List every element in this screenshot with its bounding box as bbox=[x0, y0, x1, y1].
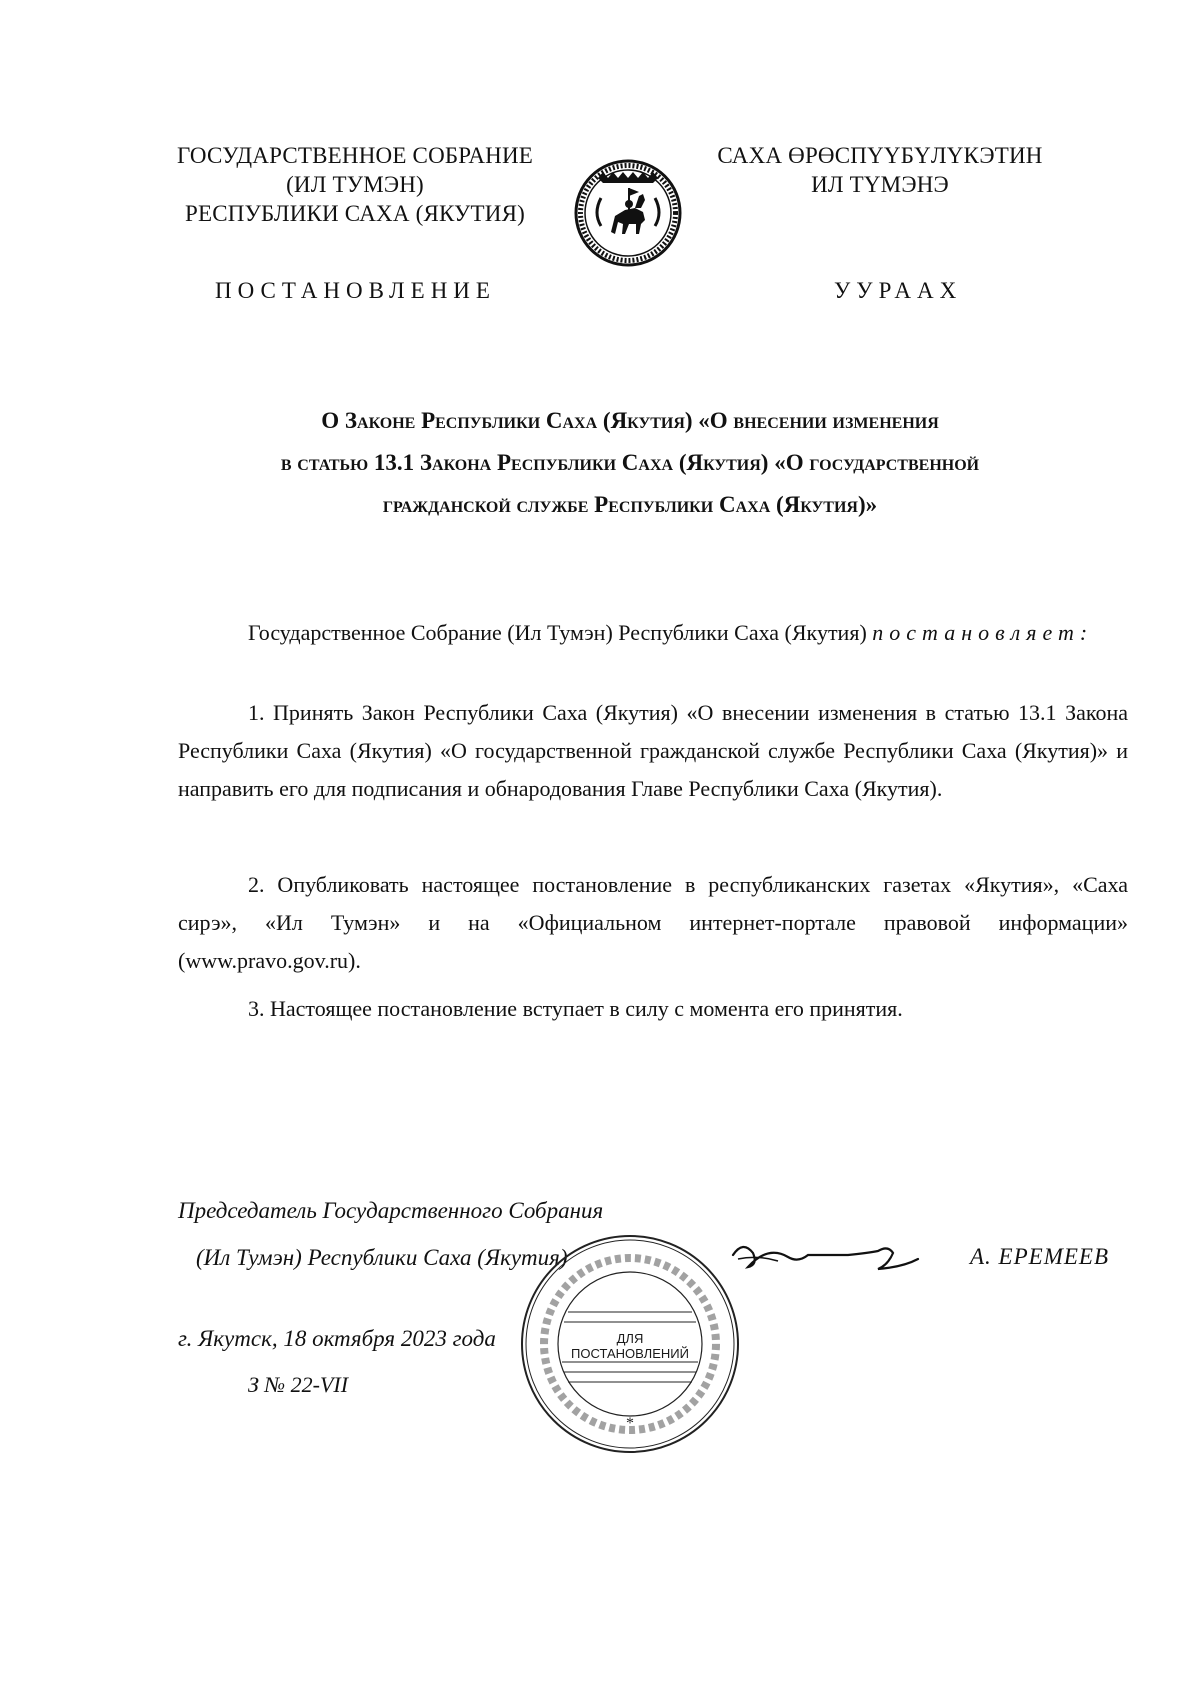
paragraph-1: 1. Принять Закон Республики Саха (Якутия) «О внесении изменения в статью 13.1 Закона Республики Саха (Якутия) «О государственной гражданской службе Республики Саха (Якутия)» и направить его для подписания и обнародования Главе Республики Саха (Якутия). bbox=[178, 700, 1128, 801]
intro-resolves: постановляет: bbox=[872, 620, 1094, 645]
header-left-russian bbox=[160, 141, 550, 228]
paragraph-2: 2. Опубликовать настоящее постановление в республиканских газетах «Якутия», «Саха сирэ», «Ил Тумэн» и на «Официальном интернет-портале правовой информации» (www.pravo.gov.ru). bbox=[178, 872, 1128, 973]
intro-text: Государственное Собрание (Ил Тумэн) Республики Саха (Якутия) bbox=[248, 620, 867, 645]
header-left-line: ГОСУДАРСТВЕННОЕ СОБРАНИЕ bbox=[176, 143, 534, 168]
paragraph-3: 3. Настоящее постановление вступает в силу с момента его принятия. bbox=[248, 996, 903, 1021]
signatory-title-line2: (Ил Тумэн) Республики Саха (Якутия) bbox=[196, 1245, 568, 1270]
stamp-line: ДЛЯ bbox=[616, 1331, 644, 1346]
signatory-title-line1: Председатель Государственного Собрания bbox=[178, 1198, 604, 1223]
title-line: О Законе Республики Саха (Якутия) «О внесении изменения bbox=[321, 408, 939, 433]
header-left-line: РЕСПУБЛИКИ САХА (ЯКУТИЯ) bbox=[184, 201, 526, 226]
svg-text:*: * bbox=[626, 1415, 634, 1432]
decree-label-sakha: УУРААХ bbox=[834, 278, 963, 303]
header-right-sakha bbox=[700, 141, 1060, 199]
decree-label-russian: ПОСТАНОВЛЕНИЕ bbox=[215, 278, 496, 303]
header-left-line: (ИЛ ТУМЭН) bbox=[286, 172, 424, 197]
title-line: в статью 13.1 Закона Республики Саха (Якутия) «О государственной bbox=[280, 450, 980, 475]
document-title bbox=[200, 400, 1060, 526]
place-and-date: г. Якутск, 18 октября 2023 года bbox=[178, 1326, 496, 1351]
stamp-line: ПОСТАНОВЛЕНИЙ bbox=[571, 1346, 689, 1361]
header-right-line: САХА ӨРӨСПҮҮБҮЛҮКЭТИН bbox=[717, 143, 1043, 168]
registration-number: З № 22-VII bbox=[248, 1372, 349, 1397]
signatory-name: А. ЕРЕМЕЕВ bbox=[970, 1244, 1110, 1269]
coat-of-arms-icon bbox=[573, 158, 683, 268]
handwritten-signature bbox=[728, 1225, 928, 1285]
intro-paragraph bbox=[178, 614, 1128, 652]
stamp-center-text bbox=[560, 1331, 700, 1361]
title-line: гражданской службе Республики Саха (Якутия)» bbox=[382, 492, 878, 517]
header-right-line: ИЛ ТҮМЭНЭ bbox=[811, 172, 949, 197]
